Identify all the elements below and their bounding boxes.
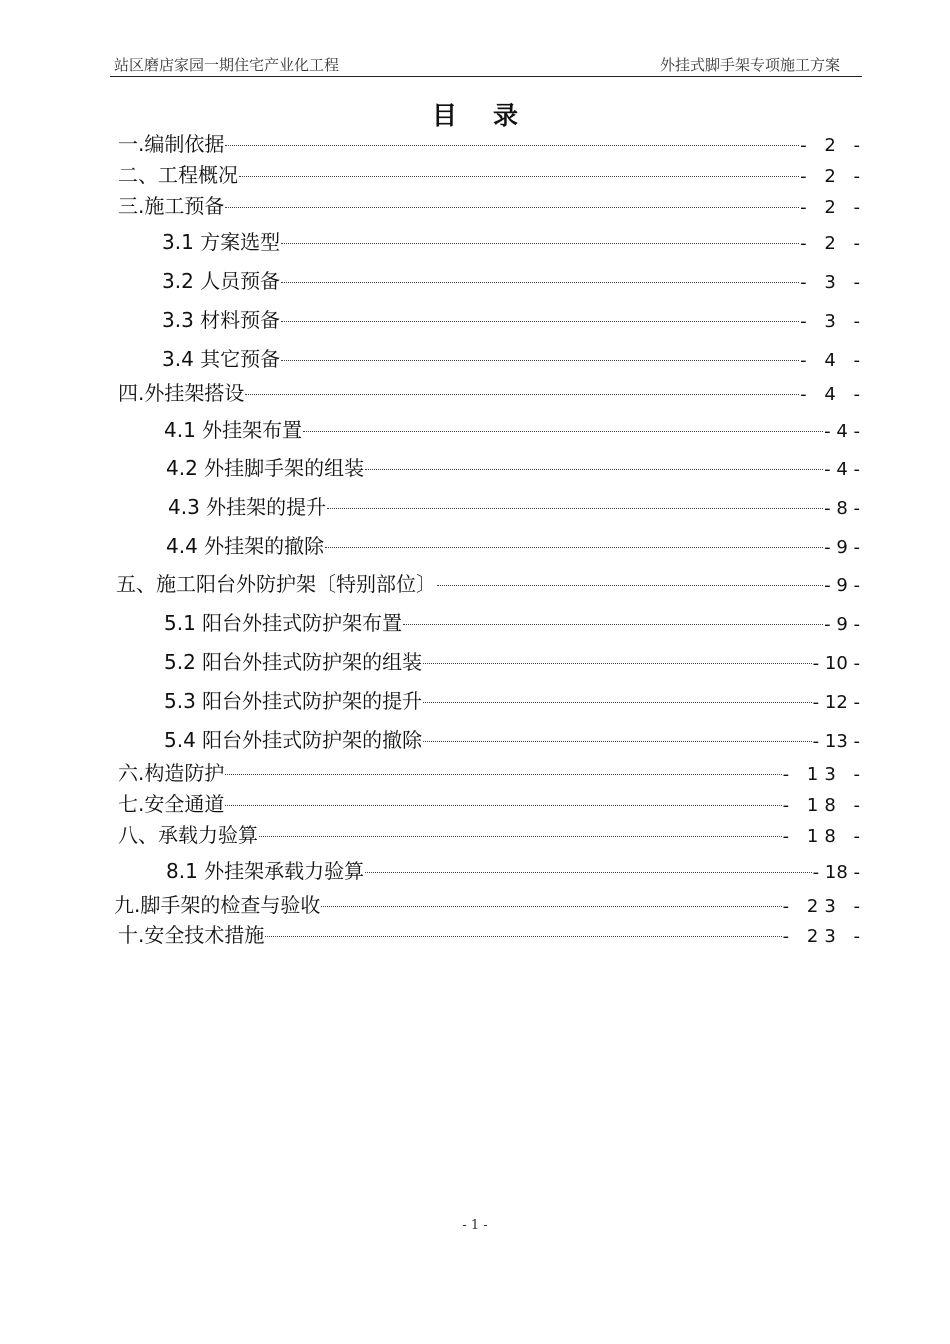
toc-entry-label: 4.1 外挂架布置: [164, 418, 303, 442]
toc-entry-page: - 9 -: [824, 614, 860, 635]
page-header: [110, 52, 862, 77]
toc-entry-label: 8.1 外挂架承载力验算: [166, 859, 365, 883]
dot-leader: [403, 624, 823, 625]
toc-entry-label: 二、工程概况: [118, 163, 238, 187]
dot-leader: [225, 145, 799, 146]
dot-leader: [281, 282, 799, 283]
toc-entry-page: - 2 -: [800, 233, 866, 254]
toc-entry[interactable]: [166, 858, 860, 886]
toc-entry[interactable]: [118, 162, 866, 190]
toc-entry-page: - 12 -: [812, 692, 860, 713]
toc-entry[interactable]: [114, 892, 866, 920]
toc-entry[interactable]: [118, 922, 866, 950]
toc-entry-page: - 18 -: [782, 826, 866, 847]
toc-entry[interactable]: [162, 307, 866, 335]
toc-entry-page: - 23 -: [782, 896, 866, 917]
toc-entry[interactable]: [118, 791, 866, 819]
header-project-name: 站区磨店家园一期住宅产业化工程: [114, 56, 340, 74]
toc-entry[interactable]: [118, 822, 866, 850]
toc-entry[interactable]: [166, 455, 860, 483]
toc-entry[interactable]: [162, 346, 866, 374]
toc-entry-label: 一.编制依据: [118, 132, 225, 156]
toc-entry-label: 七.安全通道: [118, 792, 225, 816]
dot-leader: [225, 805, 781, 806]
toc-entry-page: - 23 -: [782, 926, 866, 947]
toc-entry-label: 六.构造防护: [118, 761, 225, 785]
dot-leader: [245, 394, 799, 395]
toc-entry-label: 5.4 阳台外挂式防护架的撤除: [164, 728, 423, 752]
toc-entry[interactable]: [164, 727, 860, 755]
toc-entry-page: - 2 -: [800, 135, 866, 156]
toc-entry[interactable]: [118, 131, 866, 159]
toc-entry-page: - 9 -: [824, 537, 860, 558]
dot-leader: [365, 872, 811, 873]
dot-leader: [281, 360, 799, 361]
toc-entry[interactable]: [164, 610, 860, 638]
dot-leader: [325, 547, 823, 548]
dot-leader: [265, 936, 781, 937]
toc-entry[interactable]: [162, 229, 866, 257]
page-number: - 1 -: [462, 1218, 488, 1233]
dot-leader: [365, 469, 823, 470]
toc-entry-label: 4.3 外挂架的提升: [168, 495, 327, 519]
dot-leader: [281, 321, 799, 322]
toc-title: 目录: [431, 101, 554, 130]
dot-leader: [437, 585, 823, 586]
dot-leader: [239, 176, 799, 177]
dot-leader: [225, 774, 781, 775]
toc-entry-page: - 3 -: [800, 311, 866, 332]
toc-entry-page: - 18 -: [782, 795, 866, 816]
toc-entry-page: - 2 -: [800, 197, 866, 218]
header-document-title: 外挂式脚手架专项施工方案: [659, 56, 840, 74]
toc-entry-label: 4.4 外挂架的撤除: [166, 534, 325, 558]
toc-entry[interactable]: [116, 571, 860, 599]
toc-entry-label: 四.外挂架搭设: [118, 381, 245, 405]
toc-entry-label: 5.2 阳台外挂式防护架的组装: [164, 650, 423, 674]
toc-entry-page: - 13 -: [812, 731, 860, 752]
toc-entry-label: 五、施工阳台外防护架〔特别部位〕: [116, 572, 436, 596]
toc-entry-label: 5.1 阳台外挂式防护架布置: [164, 611, 403, 635]
dot-leader: [423, 741, 811, 742]
toc-entry-label: 3.4 其它预备: [162, 347, 281, 371]
toc-entry-page: - 10 -: [812, 653, 860, 674]
toc-entry[interactable]: [164, 417, 860, 445]
toc-entry[interactable]: [162, 268, 866, 296]
toc-entry-label: 3.1 方案选型: [162, 230, 281, 254]
toc-entry[interactable]: [164, 649, 860, 677]
dot-leader: [259, 836, 782, 837]
toc-entry-label: 3.2 人员预备: [162, 269, 281, 293]
toc-entry[interactable]: [118, 760, 866, 788]
toc-entry[interactable]: [168, 494, 860, 522]
toc-entry-page: - 3 -: [800, 272, 866, 293]
toc-entry-page: - 2 -: [800, 166, 866, 187]
dot-leader: [423, 702, 811, 703]
toc-entry-label: 九.脚手架的检查与验收: [114, 893, 321, 917]
toc-entry-label: 三.施工预备: [118, 194, 225, 218]
toc-entry-page: - 4 -: [824, 421, 860, 442]
toc-entry[interactable]: [164, 688, 860, 716]
dot-leader: [281, 243, 799, 244]
toc-entry[interactable]: [166, 533, 860, 561]
dot-leader: [423, 663, 811, 664]
toc-entry-label: 八、承载力验算: [118, 823, 258, 847]
toc-entry-label: 5.3 阳台外挂式防护架的提升: [164, 689, 423, 713]
toc-entry-page: - 8 -: [824, 498, 860, 519]
toc-entry-page: - 4 -: [800, 350, 866, 371]
dot-leader: [225, 207, 799, 208]
toc-entry-page: - 4 -: [800, 384, 866, 405]
dot-leader: [303, 431, 823, 432]
toc-entry-page: - 13 -: [782, 764, 866, 785]
toc-entry-page: - 9 -: [824, 575, 860, 596]
toc-entry-page: - 18 -: [812, 862, 860, 883]
toc-entry-label: 3.3 材料预备: [162, 308, 281, 332]
toc-entry-label: 4.2 外挂脚手架的组装: [166, 456, 365, 480]
toc-entry-label: 十.安全技术措施: [118, 923, 265, 947]
dot-leader: [327, 508, 823, 509]
toc-entry[interactable]: [118, 193, 866, 221]
dot-leader: [321, 906, 781, 907]
toc-entry[interactable]: [118, 380, 866, 408]
toc-entry-page: - 4 -: [824, 459, 860, 480]
